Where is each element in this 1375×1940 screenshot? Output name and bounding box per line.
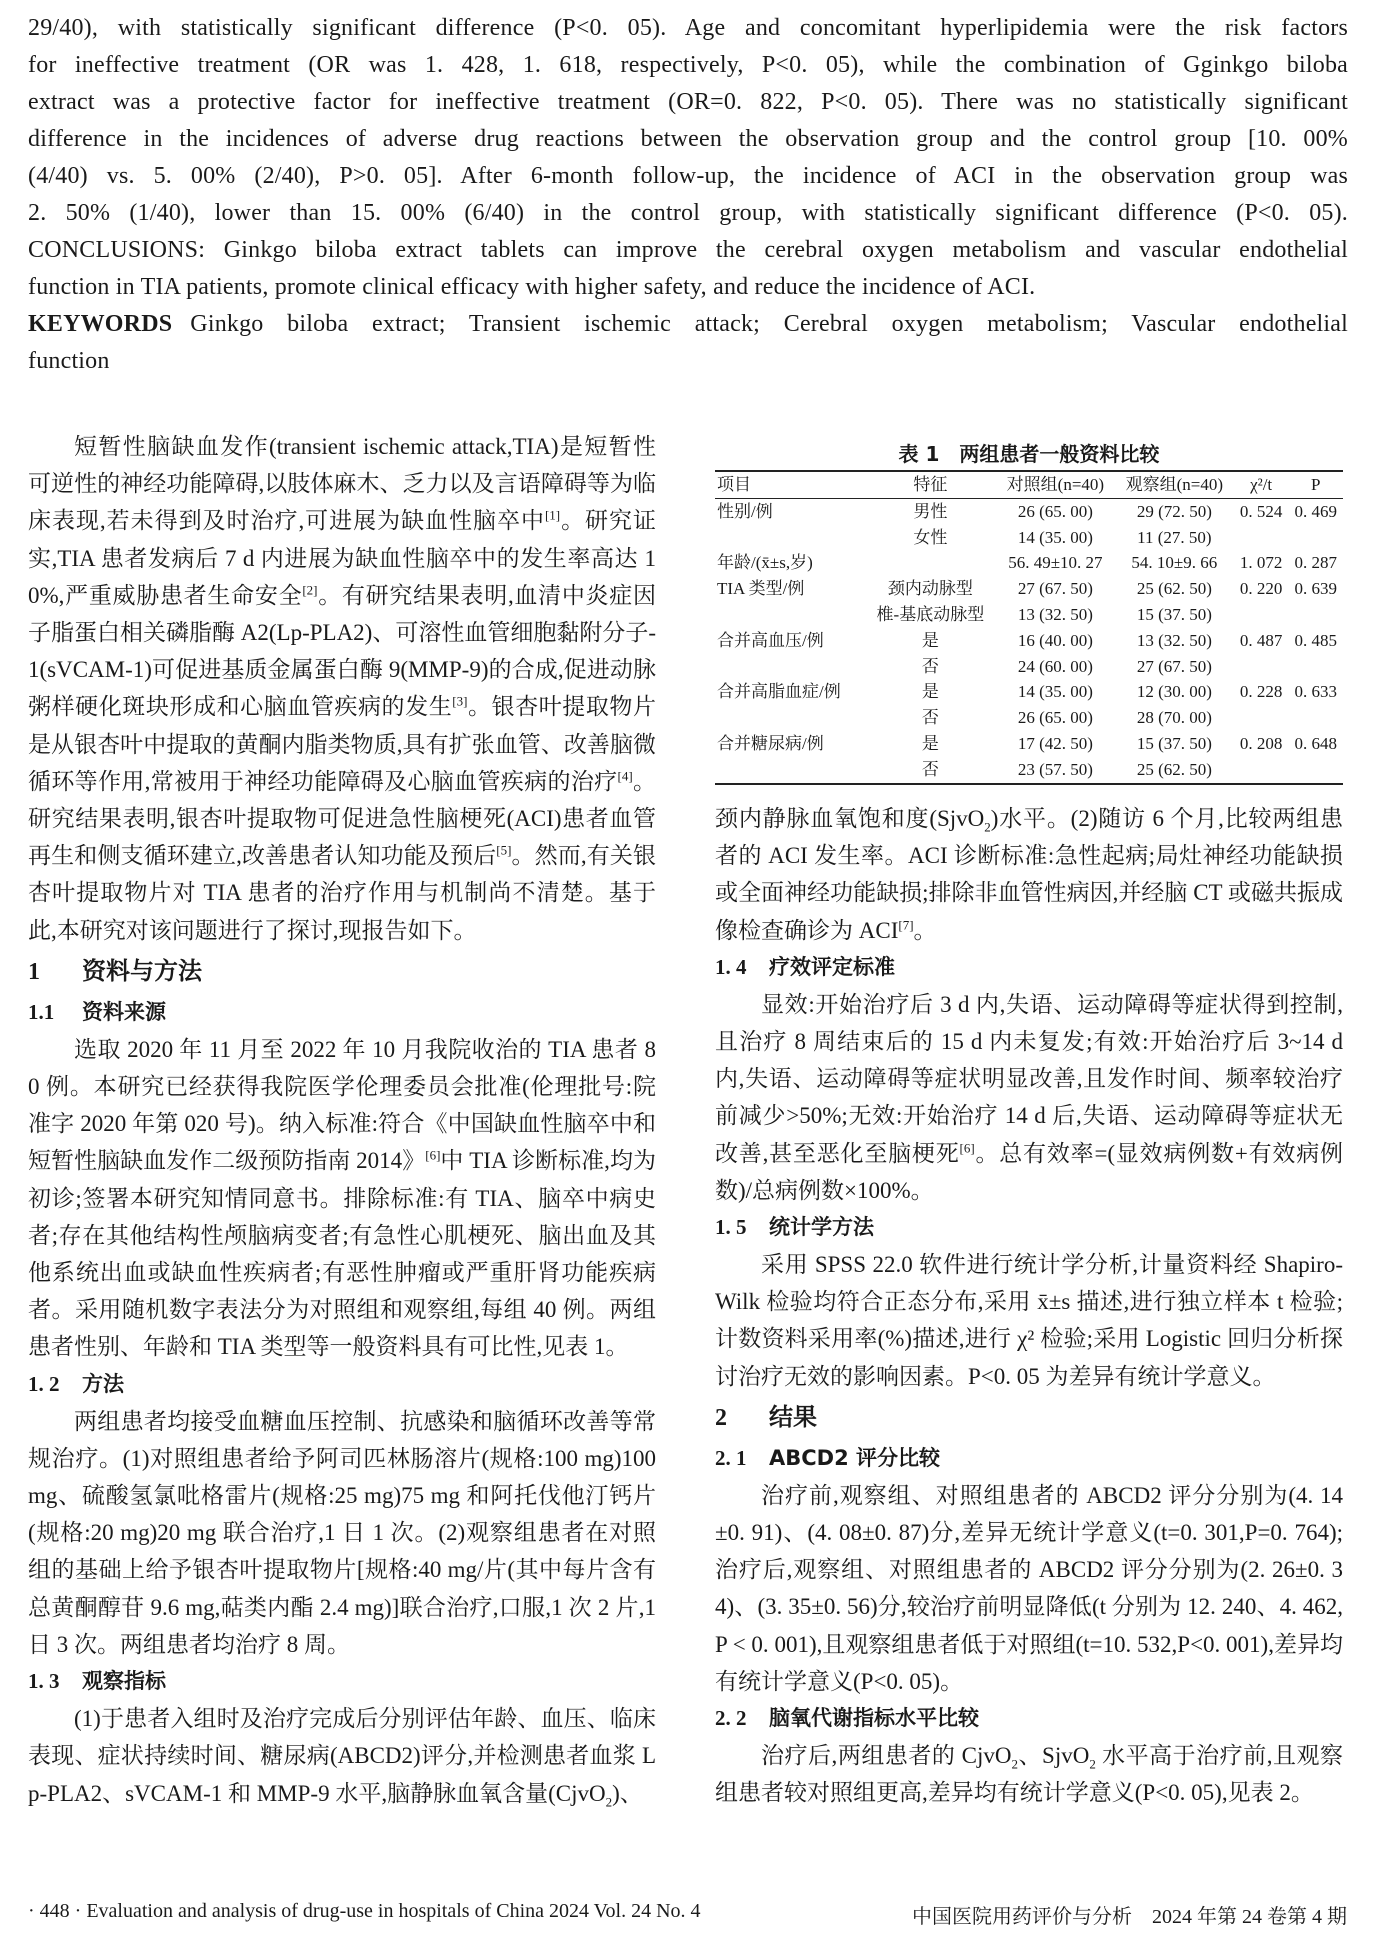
- oxygen-metabolism-paragraph: 治疗后,两组患者的 CjvO$_2$、SjvO$_2$ 水平高于治疗前,且观察组患者较对照组更高,差异均有统计学意义(P<0. 05),见表 2。: [715, 1743, 1343, 1806]
- cell-observation: 25 (62. 50): [1136, 759, 1212, 779]
- cell-observation: 27 (67. 50): [1136, 656, 1212, 676]
- cell-p: 0. 639: [1294, 579, 1337, 599]
- cell-statistic: [1234, 705, 1289, 731]
- indicators-continued: 颈内静脉血氧饱和度(SjvO$_2$)水平。(2)随访 6 个月,比较两组患者的 ACI 发生率。ACI 诊断标准:急性起病;局灶神经功能缺损或全面神经功能缺损;排除非血管性病因,并经脑 CT 或磁共振成像检查确诊为 ACI[7]。: [715, 806, 1343, 943]
- cell-observation: 15 (37. 50): [1136, 604, 1212, 624]
- abstract-line: (4/40) vs. 5. 00% (2/40), P>0. 05]. After 6-month follow-up, the incidence of ACI in the observation group was: [28, 163, 1348, 189]
- cell-statistic: 0. 208: [1239, 733, 1283, 753]
- cell-control: 14 (35. 00): [1017, 527, 1093, 547]
- header-p: P: [1310, 475, 1321, 494]
- citation[interactable]: [6]: [425, 1147, 441, 1163]
- data-source-paragraph: 选取 2020 年 11 月至 2022 年 10 月我院收治的 TIA 患者 80 例。本研究已经获得我院医学伦理委员会批准(伦理批号:院准字 2020 年第 020 号)。纳入标准:符合《中国缺血性脑卒中和短暂性脑缺血发作二级预防指南 2014》[6]中 TIA 诊断标准,均为初诊;签署本研究知情同意书。排除标准:有 TIA、脑卒中病史者;存在其他结构性颅脑病变者;有急性心肌梗死、脑出血及其他系统出血或缺血性疾病者;有恶性肿瘤或严重肝肾功能疾病者。采用随机数字表法分为对照组和观察组,每组 40 例。两组患者性别、年龄和 TIA 类型等一般资料具有可比性,见表 1。: [28, 1036, 656, 1360]
- section-heading-2-1: 2. 1 ABCD2 评分比较: [715, 1445, 941, 1470]
- section-heading-1-2: 1. 2 方法: [28, 1371, 124, 1396]
- cell-feature: 否: [921, 656, 939, 676]
- cell-item: [715, 525, 865, 551]
- cell-feature: 椎-基底动脉型: [876, 604, 985, 624]
- section-heading-1-1: 1.1 资料来源: [28, 999, 166, 1024]
- keywords-label: KEYWORDS: [28, 311, 173, 337]
- cell-control: 24 (60. 00): [1017, 656, 1093, 676]
- abstract-line: extract was a protective factor for ineffective treatment (OR=0. 822, P<0. 05). There was no statistically significant: [28, 89, 1348, 115]
- cell-observation: 28 (70. 00): [1136, 708, 1212, 728]
- cell-statistic: [1234, 602, 1289, 628]
- cell-item: 合并糖尿病/例: [717, 733, 824, 753]
- header-item: 项目: [717, 475, 751, 494]
- abstract-line: 2. 50% (1/40), lower than 15. 00% (6/40) in the control group, with statistically significant difference (P<0. 05).: [28, 200, 1348, 226]
- right-column: [715, 800, 1343, 1811]
- table-row: [715, 498, 1343, 524]
- cell-control: 26 (65. 00): [1017, 708, 1093, 728]
- cell-p: 0. 648: [1294, 733, 1337, 753]
- header-observation: 观察组(n=40): [1125, 475, 1224, 494]
- cell-p: [1288, 757, 1343, 784]
- cell-observation: 54. 10±9. 66: [1131, 553, 1218, 573]
- cell-observation: 25 (62. 50): [1136, 579, 1212, 599]
- cell-observation: 13 (32. 50): [1136, 630, 1212, 650]
- keywords-line: [28, 306, 1348, 343]
- cell-feature: 颈内动脉型: [887, 579, 973, 599]
- table-row: [715, 628, 1343, 654]
- header-control: 对照组(n=40): [1006, 475, 1105, 494]
- methods-paragraph: 两组患者均接受血糖血压控制、抗感染和脑循环改善等常规治疗。(1)对照组患者给予阿司匹林肠溶片(规格:100 mg)100 mg、硫酸氢氯吡格雷片(规格:25 mg)75 mg 和阿托伐他汀钙片(规格:20 mg)20 mg 联合治疗,1 日 1 次。(2)观察组患者在对照组的基础上给予银杏叶提取物片[规格:40 mg/片(其中每片含有总黄酮醇苷 9.6 mg,萜类内酯 2.4 mg)]联合治疗,口服,1 次 2 片,1 日 3 次。两组患者均治疗 8 周。: [28, 1408, 656, 1657]
- cell-statistic: [1234, 757, 1289, 784]
- cell-feature: [865, 550, 996, 576]
- cell-item: [715, 757, 865, 784]
- citation[interactable]: [2]: [302, 582, 318, 598]
- cell-feature: 男性: [913, 501, 948, 521]
- cell-statistic: [1234, 525, 1289, 551]
- cell-feature: 女性: [913, 527, 948, 547]
- efficacy-criteria-paragraph: 显效:开始治疗后 3 d 内,失语、运动障碍等症状得到控制,且治疗 8 周结束后的 15 d 内未复发;有效:开始治疗后 3~14 d 内,失语、运动障碍等症状明显改善,且发作时间、频率较治疗前减少>50%;无效:开始治疗 14 d 后,失语、运动障碍等症状无改善,甚至恶化至脑梗死[6]。总有效率=(显效病例数+有效病例数)/总病例数×100%。: [715, 991, 1343, 1203]
- section-heading-1-4: 1. 4 疗效评定标准: [715, 954, 895, 979]
- cell-feature: 是: [921, 630, 939, 650]
- cell-statistic: 0. 487: [1239, 630, 1283, 650]
- cell-p: [1288, 525, 1343, 551]
- abstract-conclusions-line: function in TIA patients, promote clinical efficacy with higher safety, and reduce the incidence of ACI.: [28, 274, 1036, 300]
- cell-statistic: 0. 228: [1239, 682, 1283, 702]
- citation[interactable]: [7]: [898, 916, 914, 932]
- cell-item: [715, 705, 865, 731]
- cell-p: [1288, 705, 1343, 731]
- table-row: [715, 525, 1343, 551]
- statistics-paragraph: 采用 SPSS 22.0 软件进行统计学分析,计量资料经 Shapiro-Wilk 检验均符合正态分布,采用 x̄±s 描述,进行独立样本 t 检验;计数资料采用率(%)描述,进行 χ² 检验;采用 Logistic 回归分析探讨治疗无效的影响因素。P<0. 05 为差异有统计学意义。: [715, 1252, 1343, 1389]
- intro-paragraph: 短暂性脑缺血发作(transient ischemic attack,TIA)是短暂性可逆性的神经功能障碍,以肢体麻木、乏力以及言语障碍等为临床表现,若未得到及时治疗,可进展为缺血性脑卒中[1]。研究证实,TIA 患者发病后 7 d 内进展为缺血性脑卒中的发生率高达 10%,严重威胁患者生命安全[2]。有研究结果表明,血清中炎症因子脂蛋白相关磷脂酶 A2(Lp-PLA2)、可溶性血管细胞黏附分子-1(sVCAM-1)可促进基质金属蛋白酶 9(MMP-9)的合成,促进动脉粥样硬化斑块形成和心脑血管疾病的发生[3]。银杏叶提取物片是从银杏叶中提取的黄酮内脂类物质,具有扩张血管、改善脑微循环等作用,常被用于神经功能障碍及心脑血管疾病的治疗[4]。研究结果表明,银杏叶提取物可促进急性脑梗死(ACI)患者血管再生和侧支循环建立,改善患者认知功能及预后[5]。然而,有关银杏叶提取物片对 TIA 患者的治疗作用与机制尚不清楚。基于此,本研究对该问题进行了探讨,现报告如下。: [28, 434, 657, 943]
- table-row: [715, 654, 1343, 680]
- cell-item: 合并高脂血症/例: [717, 682, 841, 702]
- table-row: [715, 576, 1343, 602]
- table-row: [715, 602, 1343, 628]
- table-row: [715, 550, 1343, 576]
- cell-observation: 29 (72. 50): [1136, 501, 1212, 521]
- abcd2-paragraph: 治疗前,观察组、对照组患者的 ABCD2 评分分别为(4. 14±0. 91)、(4. 08±0. 87)分,差异无统计学意义(t=0. 301,P=0. 764);治疗后,观察组、对照组患者的 ABCD2 评分分别为(2. 26±0. 34)、(3. 35±0. 56)分,较治疗前明显降低(t 分别为 12. 240、4. 462, P < 0. 001),且观察组患者低于对照组(t=10. 532,P<0. 001),差异均有统计学意义(P<0. 05)。: [715, 1482, 1343, 1694]
- section-heading-2-2: 2. 2 脑氧代谢指标水平比较: [715, 1706, 979, 1731]
- section-heading-1-5: 1. 5 统计学方法: [715, 1215, 874, 1240]
- cell-item: 合并高血压/例: [717, 630, 824, 650]
- section-heading-2: 2 结果: [715, 1402, 817, 1431]
- header-statistic: χ²/t: [1250, 475, 1273, 494]
- cell-feature: 是: [921, 682, 939, 702]
- table-row: [715, 679, 1343, 705]
- cell-control: 26 (65. 00): [1017, 501, 1093, 521]
- cell-feature: 否: [921, 708, 939, 728]
- cell-p: 0. 633: [1294, 682, 1337, 702]
- cell-control: 13 (32. 50): [1017, 604, 1093, 624]
- indicators-paragraph: (1)于患者入组时及治疗完成后分别评估年龄、血压、临床表现、症状持续时间、糖尿病(ABCD2)评分,并检测患者血浆 Lp-PLA2、sVCAM-1 和 MMP-9 水平,脑静脉血氧含量(CjvO$_2$)、: [28, 1706, 656, 1810]
- table-title: 表 1 两组患者一般资料比较: [898, 442, 1160, 466]
- section-heading-1: 1 资料与方法: [28, 956, 202, 985]
- cell-observation: 12 (30. 00): [1136, 682, 1212, 702]
- left-column: [28, 428, 656, 1812]
- cell-observation: 15 (37. 50): [1136, 733, 1212, 753]
- cell-control: 14 (35. 00): [1017, 682, 1093, 702]
- cell-observation: 11 (27. 50): [1137, 527, 1212, 547]
- cell-statistic: 0. 524: [1239, 501, 1283, 521]
- keywords-text: Ginkgo biloba extract; Transient ischemic attack; Cerebral oxygen metabolism; Vascular endothelial: [190, 311, 1348, 337]
- cell-item: 性别/例: [717, 501, 773, 521]
- cell-control: 23 (57. 50): [1017, 759, 1093, 779]
- header-feature: 特征: [913, 475, 948, 494]
- table-row: [715, 731, 1343, 757]
- cell-item: 年龄/(x̄±s,岁): [717, 553, 813, 573]
- abstract-line: difference in the incidences of adverse drug reactions between the observation group and the control group [10. 00%: [28, 126, 1348, 152]
- abstract-line: 29/40), with statistically significant difference (P<0. 05). Age and concomitant hyperlipidemia were the risk factors: [28, 15, 1348, 41]
- citation[interactable]: [3]: [452, 693, 468, 709]
- footer-journal-en: · 448 · Evaluation and analysis of drug-use in hospitals of China 2024 Vol. 24 No. 4: [28, 1900, 701, 1922]
- cell-statistic: 0. 220: [1239, 579, 1283, 599]
- section-heading-1-3: 1. 3 观察指标: [28, 1669, 166, 1694]
- cell-item: [715, 654, 865, 680]
- cell-control: 17 (42. 50): [1017, 733, 1093, 753]
- cell-feature: 是: [921, 733, 939, 753]
- abstract-line: for ineffective treatment (OR was 1. 428, 1. 618, respectively, P<0. 05), while the combination of Gginkgo biloba: [28, 52, 1348, 78]
- abstract-conclusions-line: CONCLUSIONS: Ginkgo biloba extract tablets can improve the cerebral oxygen metabolism and vascular endothelial: [28, 237, 1348, 263]
- table-1: [715, 470, 1343, 785]
- cell-statistic: 1. 072: [1239, 553, 1283, 573]
- table-header-row: [715, 471, 1343, 498]
- citation[interactable]: [4]: [617, 768, 633, 784]
- citation[interactable]: [1]: [544, 507, 561, 523]
- citation[interactable]: [6]: [959, 1139, 975, 1155]
- footer-journal-cn: 中国医院用药评价与分析 2024 年第 24 卷第 4 期: [912, 1906, 1347, 1928]
- table-row: [715, 705, 1343, 731]
- citation[interactable]: [5]: [496, 842, 512, 858]
- cell-item: [715, 602, 865, 628]
- cell-p: 0. 469: [1294, 501, 1337, 521]
- cell-p: 0. 485: [1294, 630, 1337, 650]
- cell-statistic: [1234, 654, 1289, 680]
- cell-p: [1288, 654, 1343, 680]
- cell-p: [1288, 602, 1343, 628]
- cell-control: 27 (67. 50): [1017, 579, 1093, 599]
- cell-p: 0. 287: [1294, 553, 1337, 573]
- cell-item: TIA 类型/例: [717, 579, 805, 599]
- table-row: [715, 757, 1343, 784]
- cell-control: 56. 49±10. 27: [1008, 553, 1103, 573]
- cell-feature: 否: [921, 759, 939, 779]
- keywords-line-2: function: [28, 348, 110, 374]
- cell-control: 16 (40. 00): [1017, 630, 1093, 650]
